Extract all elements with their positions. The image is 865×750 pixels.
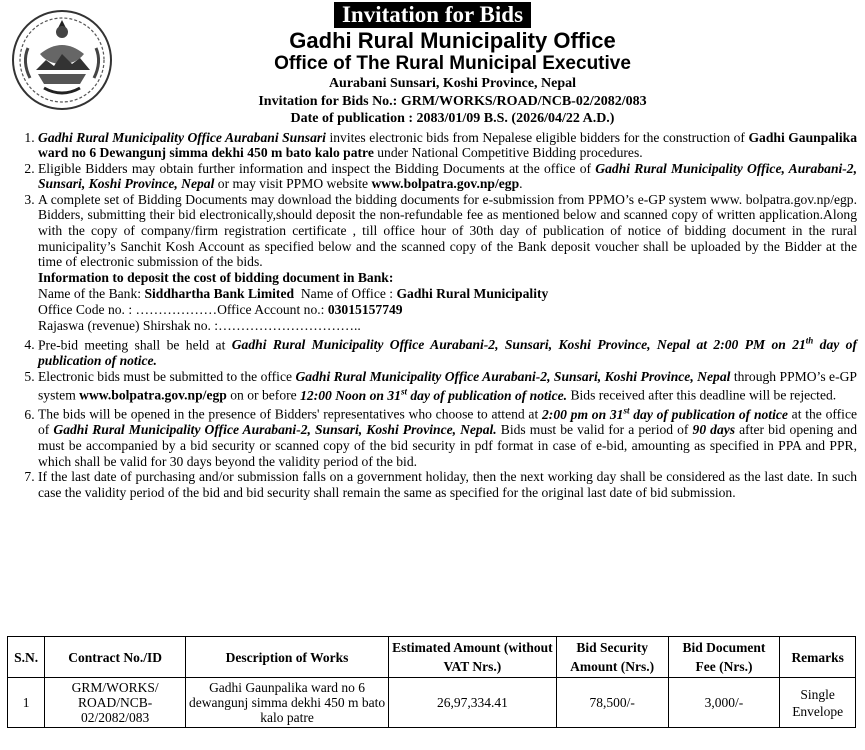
item-4-venue-end: day of publication of notice. [38, 337, 857, 368]
col-security: Bid Security Amount (Nrs.) [556, 637, 668, 678]
item-5-sup: st [400, 386, 407, 397]
col-remarks: Remarks [780, 637, 856, 678]
item-6-text-mid: at the office of [38, 406, 858, 438]
cell-desc: Gadhi Gaunpalika ward no 6 dewangunj simma dekhi 450 m bato kalo patre [186, 678, 389, 728]
item-4-text: Pre-bid meeting shall be held at [38, 337, 232, 353]
item-6-sup: st [623, 405, 630, 416]
item-5-office: Gadhi Rural Municipality Office Aurabani-2, Sunsari, Koshi Province, Nepal [295, 368, 731, 384]
item-1-issuer: Gadhi Rural Municipality Office Aurabani Sunsari [38, 129, 326, 145]
account-number: 03015157749 [327, 301, 403, 317]
item-2-text: Eligible Bidders may obtain further information and inspect the Bidding Documents at the office of [38, 160, 596, 176]
item-5-deadline-end: day of publication of notice. [406, 387, 568, 403]
item-5-text-end: Bids received after this deadline will be rejected. [567, 387, 837, 403]
bank-name: Siddhartha Bank Limited [144, 285, 295, 301]
cell-sn: 1 [8, 678, 45, 728]
publication-date-line [40, 110, 865, 128]
item-6-office: Gadhi Rural Municipality Office Aurabani-2, Sunsari, Koshi Province, Nepal. [53, 422, 497, 438]
item-6-time-end: day of publication of notice [629, 406, 788, 422]
item-6-text: The bids will be opened in the presence of Bidders' representatives who choose to attend at [38, 406, 542, 422]
office-name-value: Gadhi Rural Municipality [396, 285, 549, 301]
item-4-sup: th [805, 335, 814, 346]
cell-fee: 3,000/- [668, 678, 780, 728]
office-subtitle: Office of The Rural Municipal Executive [274, 53, 631, 74]
table-row [8, 678, 856, 728]
item-6-time: 2:00 pm on 31 [542, 406, 624, 422]
col-amount: Estimated Amount (without VAT Nrs.) [389, 637, 557, 678]
date-label: Date of publication : [290, 111, 417, 126]
cell-amount: 26,97,334.41 [389, 678, 557, 728]
table-header-row [8, 637, 856, 678]
cell-contract: GRM/WORKS/ ROAD/NCB-02/2082/083 [45, 678, 186, 728]
ifb-label: Invitation for Bids No.: [258, 93, 401, 109]
item-2-text-mid: or may visit PPMO website [214, 176, 372, 192]
item-6-validity-text: Bids must be valid for a period of [496, 422, 693, 438]
item-2-text-end: . [519, 176, 523, 192]
rajaswa-line: Rajaswa (revenue) Shirshak no. :………………………….. [38, 317, 361, 333]
item-5 [38, 369, 857, 404]
item-6-validity-days: 90 days [692, 422, 736, 438]
item-1-text: invites electronic bids from Nepalese eligible bidders for the construction of [325, 129, 749, 145]
bid-table [7, 636, 856, 728]
item-5-deadline: 12:00 Noon on 31 [300, 387, 401, 403]
item-5-text-mid: through PPMO’s e-GP system [38, 368, 857, 403]
cell-security: 78,500/- [556, 678, 668, 728]
item-4 [38, 334, 857, 369]
bank-info [38, 270, 857, 334]
item-7-text: If the last date of purchasing and/or submission falls on a government holiday, then the next working day shall be considered as the last date. In such case the validity period of the bid and bid security shall remain the same as specified for the original last date of bid submission. [38, 469, 857, 500]
bank-name-line [38, 286, 857, 302]
office-code-line [38, 302, 857, 318]
cell-remarks: Single Envelope [780, 678, 856, 728]
item-1-text-end: under National Competitive Bidding procedures. [373, 145, 643, 161]
banner-title: Invitation for Bids [334, 2, 531, 28]
bank-heading: Information to deposit the cost of bidding document in Bank: [38, 269, 394, 285]
col-fee: Bid Document Fee (Nrs.) [668, 637, 780, 678]
notice-items [0, 130, 865, 501]
ifb-number-line [40, 93, 865, 111]
bank-name-label: Name of the Bank: [38, 285, 145, 301]
item-2-website-link[interactable]: www.bolpatra.gov.np/egp [371, 176, 520, 192]
col-contract: Contract No./ID [45, 637, 186, 678]
item-5-text: Electronic bids must be submitted to the office [38, 368, 296, 384]
item-3 [38, 192, 857, 334]
col-desc: Description of Works [186, 637, 389, 678]
item-6-text-end: after bid opening and must be accompanied by a bid security or scanned copy of the bid security in pdf format in case of e-bid, amounting as specified in PPA and PPR, which shall be valid for 30 days beyond the validity period of the bid. [38, 422, 857, 469]
office-address: Aurabani Sunsari, Koshi Province, Nepal [328, 76, 577, 91]
item-3-text: A complete set of Bidding Documents may download the bidding documents for e-submission from PPMO’s e-GP system www. bolpatra.gov.np/egp. Bidders, submitting their bid electronically,should deposit the non-refundable fee as mentioned below and scanned copy of written application.Along with the copy of company/firm registration certificate , till office hour of 30th day of publication of notice of bidding document in the rural municipality’s Sanchit Kosh Account as specified below and the scanned copy of the Bank deposit voucher shall be uploaded by the Bidder at the time of electronic submission of the bids. [38, 191, 857, 270]
item-5-text-mid2: on or before [226, 387, 301, 403]
item-4-venue: Gadhi Rural Municipality Office Aurabani-2, Sunsari, Koshi Province, Nepal at 2:00 PM on 21 [231, 337, 806, 353]
office-code-label: Office Code no. : ………………Office Account no.: [38, 301, 328, 317]
item-2 [38, 161, 857, 192]
date-value: 2083/01/09 B.S. (2026/04/22 A.D.) [416, 111, 615, 126]
col-sn: S.N. [8, 637, 45, 678]
office-name-label: Name of Office : [294, 285, 397, 301]
item-7 [38, 469, 857, 500]
item-5-website-link[interactable]: www.bolpatra.gov.np/egp [79, 387, 227, 403]
item-6 [38, 403, 857, 469]
item-1-project: Gadhi Gaunpalika ward no 6 Dewangunj simma dekhi 450 m bato kalo patre [38, 129, 857, 161]
office-name: Gadhi Rural Municipality Office [289, 28, 616, 53]
item-2-office: Gadhi Rural Municipality Office, Aurabani-2, Sunsari, Koshi Province, Nepal [38, 160, 857, 192]
ifb-number: GRM/WORKS/ROAD/NCB-02/2082/083 [400, 93, 647, 109]
item-1 [38, 130, 857, 161]
nepal-government-emblem-icon [10, 8, 114, 112]
